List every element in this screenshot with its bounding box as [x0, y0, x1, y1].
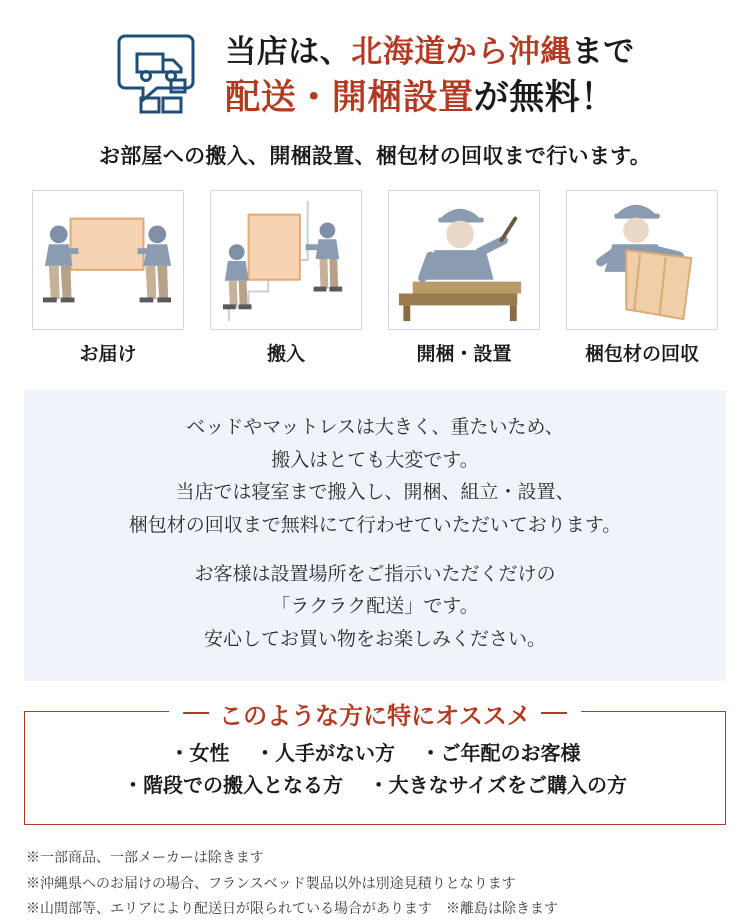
recommend-item: ・女性 [169, 742, 230, 765]
header [24, 0, 726, 124]
recommend-item: ・人手がない方 [255, 742, 395, 765]
header-subtitle: お部屋への搬入、開梱設置、梱包材の回収まで行います。 [98, 145, 652, 168]
recommend-item: ・大きなサイズをご購入の方 [368, 774, 627, 797]
headline-line2-part2: が無料！ [473, 77, 616, 117]
recommend-title: このような方に特にオススメ [219, 702, 531, 730]
steps-row [24, 190, 726, 366]
note-line: 安心してお買い物をお楽しみください。 [203, 629, 546, 651]
step-illustration-delivery [32, 190, 184, 330]
step-item [566, 190, 718, 366]
service-description-panel [24, 390, 726, 681]
step-item [32, 190, 184, 366]
recommend-row-2 [35, 770, 715, 802]
footnotes [24, 845, 726, 922]
recommend-item: ・ご年配のお客様 [420, 742, 581, 765]
note-line: お客様は設置場所をご指示いただくだけの [194, 563, 556, 585]
note-line: ベッドやマットレスは大きく、重たいため、 [186, 417, 564, 438]
note-line: 搬入はとても大変です。 [271, 449, 479, 471]
headline-line1-part2: 北海道から沖縄 [351, 33, 572, 69]
note-spacer [34, 543, 716, 559]
title-dash-left-icon [183, 712, 209, 714]
step-label: お届け [79, 344, 137, 365]
step-illustration-packaging-collection [566, 190, 718, 330]
recommend-item: ・階段での搬入となる方 [123, 774, 344, 797]
step-item [210, 190, 362, 366]
step-label: 梱包材の回収 [584, 344, 699, 365]
step-illustration-carry-in [210, 190, 362, 330]
step-label: 搬入 [266, 344, 305, 365]
step-item [388, 190, 540, 366]
footnote-item: ※沖縄県へのお届けの場合、フランスベッド製品以外は別途見積りとなります [26, 874, 516, 891]
delivery-truck-icon [115, 28, 211, 124]
note-line: 「ラクラク配送」です。 [271, 596, 479, 618]
headline-line2-part1: 配送・開梱設置 [225, 77, 474, 117]
note-line: 梱包材の回収まで無料にて行わせていただいております。 [128, 515, 622, 537]
step-illustration-assembly [388, 190, 540, 330]
footnote-item: ※一部商品、一部メーカーは除きます [26, 848, 264, 865]
headline-line1-part1: 当店は、 [225, 33, 352, 69]
note-line: 当店では寝室まで搬入し、開梱、組立・設置、 [175, 482, 575, 504]
title-dash-right-icon [541, 712, 567, 714]
footnote-item: ※山間部等、エリアにより配送日が限られている場合があります ※離島は除きます [26, 900, 558, 917]
step-label: 開梱・設置 [416, 344, 512, 365]
headline-line1-part3: まで [571, 33, 635, 69]
recommend-row-1 [35, 738, 715, 770]
recommend-panel [24, 702, 726, 825]
recommend-title-wrapper [169, 696, 581, 731]
headline [225, 33, 635, 120]
